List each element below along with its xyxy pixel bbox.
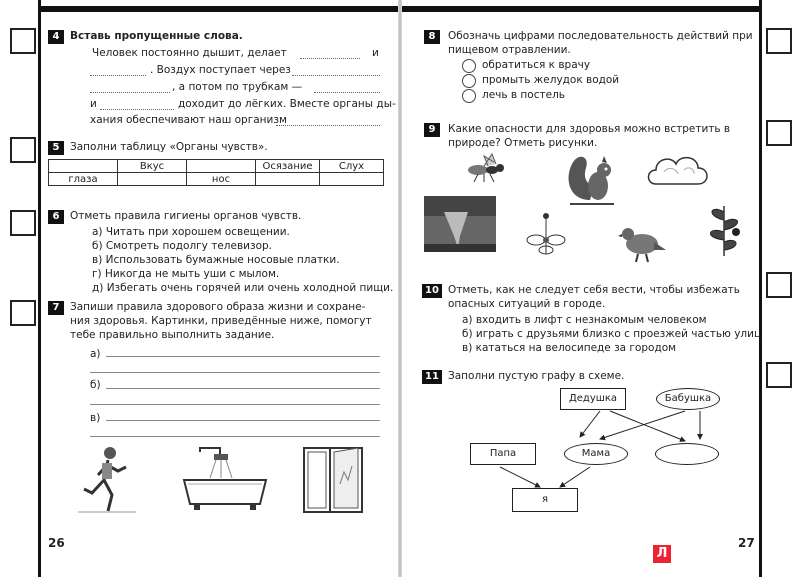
table-cell: Вкус (118, 160, 187, 173)
tornado-picture[interactable] (424, 196, 496, 252)
me-box: я (512, 488, 578, 512)
task-text: Какие опасности для здоровья можно встретить в (448, 123, 731, 135)
answer-label: а) (90, 348, 101, 360)
answer-box[interactable] (766, 362, 792, 388)
list-item[interactable]: а) Читать при хорошем освещении. (92, 226, 290, 238)
table-cell: глаза (49, 173, 118, 186)
page-number: 27 (738, 536, 755, 550)
answer-circle[interactable] (462, 89, 476, 103)
task-title: Вставь пропущенные слова. (70, 30, 243, 42)
berry-plant-picture[interactable] (700, 200, 748, 258)
task-number: 6 (48, 210, 64, 224)
cloud-picture[interactable] (646, 150, 710, 192)
task-number: 4 (48, 30, 64, 44)
publisher-logo: Л (653, 545, 671, 563)
table-cell: нос (187, 173, 256, 186)
poisonous-flower-picture[interactable] (526, 210, 566, 258)
grandmother-ellipse: Бабушка (656, 388, 720, 410)
grandfather-box: Дедушка (560, 388, 626, 410)
task-text: Запиши правила здорового образа жизни и сохране- (70, 301, 366, 313)
top-border-right (402, 6, 762, 12)
task-text: пищевом отравлении. (448, 44, 571, 56)
list-item[interactable]: в) кататься на велосипеде за городом (462, 342, 677, 354)
list-item[interactable]: а) входить в лифт с незнакомым человеком (462, 314, 707, 326)
list-item[interactable]: в) Использовать бумажные носовые платки. (92, 254, 340, 266)
answer-label: б) (90, 379, 101, 391)
task-number: 8 (424, 30, 440, 44)
task-number: 7 (48, 301, 64, 315)
task-text: , а потом по трубкам — (172, 81, 303, 93)
task-text: . Воздух поступает через (150, 64, 291, 76)
task-title: Отметь правила гигиены органов чувств. (70, 210, 302, 222)
father-box: Папа (470, 443, 536, 465)
option-text: промыть желудок водой (482, 74, 620, 86)
task-number: 9 (424, 123, 440, 137)
task-text: Обозначь цифрами последовательность действий при (448, 30, 753, 42)
answer-circle[interactable] (462, 74, 476, 88)
answer-label: в) (90, 412, 101, 424)
list-item[interactable]: б) Смотреть подолгу телевизор. (92, 240, 272, 252)
list-item[interactable]: б) играть с друзьями близко с проезжей частью улиц (462, 328, 762, 340)
right-margin-line (759, 0, 762, 577)
task-title: Заполни таблицу «Органы чувств». (70, 141, 268, 153)
empty-ellipse[interactable] (655, 443, 719, 465)
answer-circle[interactable] (462, 59, 476, 73)
table-cell: Осязание (256, 160, 320, 173)
squirrel-picture[interactable] (560, 150, 616, 208)
task-text: природе? Отметь рисунки. (448, 137, 598, 149)
answer-box[interactable] (766, 28, 792, 54)
task-text: тебе правильно выполнить задание. (70, 329, 275, 341)
task-number: 5 (48, 141, 64, 155)
answer-box[interactable] (766, 272, 792, 298)
wasp-picture[interactable] (464, 152, 510, 186)
task-text: опасных ситуаций в городе. (448, 298, 606, 310)
task-text: Отметь, как не следует себя вести, чтобы избежать (448, 284, 740, 296)
task-text: хания обеспечивают наш организм (90, 114, 287, 126)
task-text: Человек постоянно дышит, делает (92, 47, 287, 59)
task-number: 11 (422, 370, 442, 384)
task-text: и (372, 47, 379, 59)
task-number: 10 (422, 284, 442, 298)
pigeon-picture[interactable] (618, 220, 668, 264)
mother-ellipse: Мама (564, 443, 628, 465)
table-cell: Слух (320, 160, 384, 173)
list-item[interactable]: д) Избегать очень горячей или очень холодной пищи. (92, 282, 394, 294)
option-text: лечь в постель (482, 89, 565, 101)
list-item[interactable]: г) Никогда не мыть уши с мылом. (92, 268, 280, 280)
task-title: Заполни пустую графу в схеме. (448, 370, 625, 382)
page-number: 26 (48, 536, 65, 550)
task-text: доходит до лёгких. Вместе органы ды- (178, 98, 396, 110)
option-text: обратиться к врачу (482, 59, 591, 71)
task-text: и (90, 98, 97, 110)
answer-box[interactable] (766, 120, 792, 146)
task-text: ния здоровья. Картинки, приведённые ниже, помогут (70, 315, 372, 327)
